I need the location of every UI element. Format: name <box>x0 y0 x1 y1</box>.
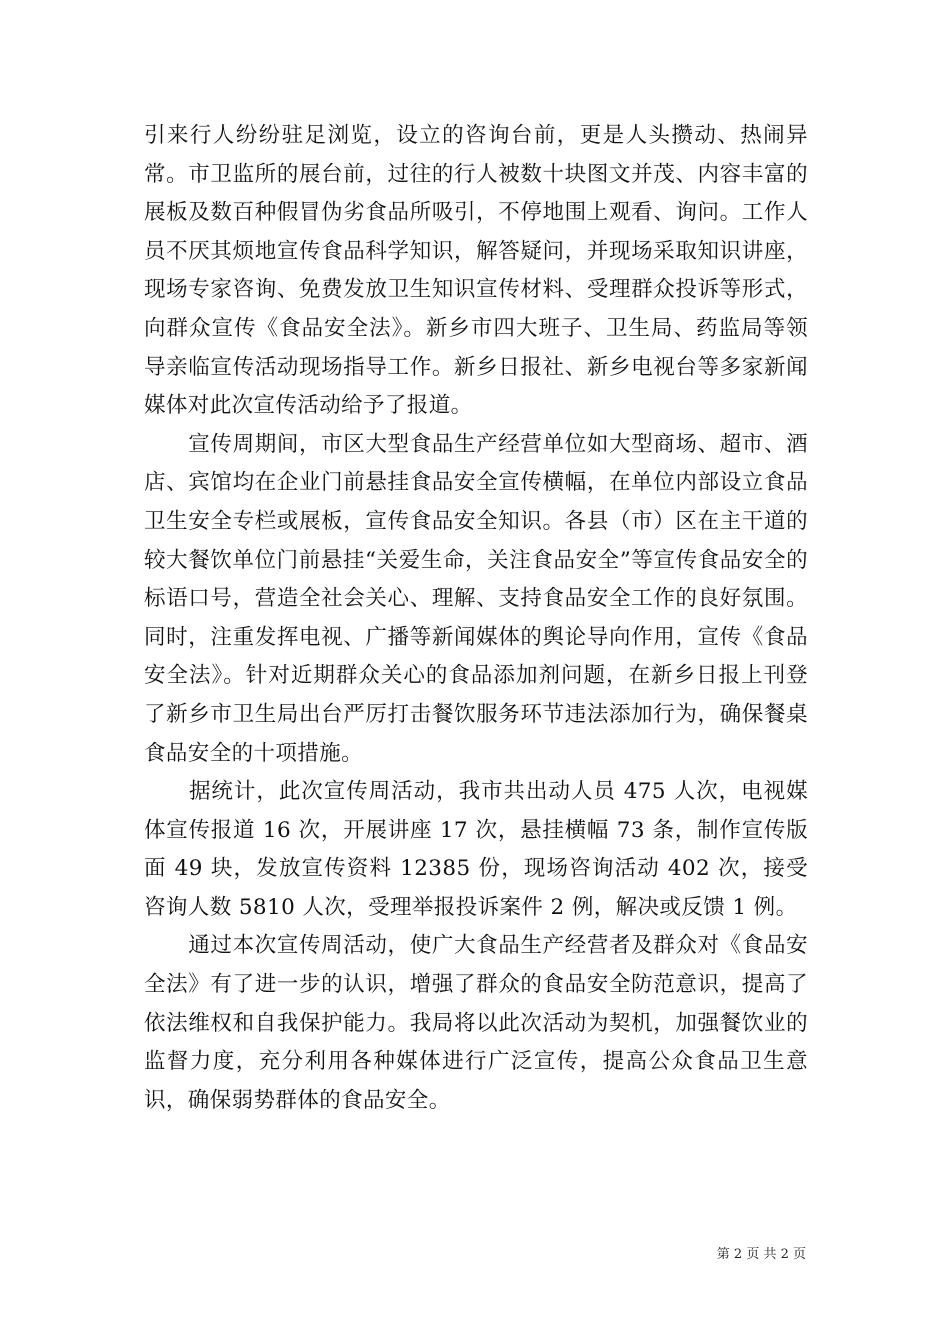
paragraph-2: 宣传周期间，市区大型食品生产经营单位如大型商场、超市、酒店、宾馆均在企业门前悬挂食品安全宣传横幅，在单位内部设立食品卫生安全专栏或展板，宣传食品安全知识。各县（市）区在主干道的较大餐饮单位门前悬挂“关爱生命，关注食品安全”等宣传食品安全的标语口号，营造全社会关心、理解、支持食品安全工作的良好氛围。同时，注重发挥电视、广播等新闻媒体的舆论导向作用，宣传《食品安全法》。针对近期群众关心的食品添加剂问题，在新乡日报上刊登了新乡市卫生局出台严厉打击餐饮服务环节违法添加行为，确保餐桌食品安全的十项措施。 <box>144 431 808 766</box>
page-number-footer: 第 2 页 共 2 页 <box>716 1247 806 1262</box>
paragraph-4: 通过本次宣传周活动，使广大食品生产经营者及群众对《食品安全法》有了进一步的认识，增强了群众的食品安全防范意识，提高了依法维权和自我保护能力。我局将以此次活动为契机，加强餐饮业的监督力度，充分利用各种媒体进行广泛宣传，提高公众食品卫生意识，确保弱势群体的食品安全。 <box>144 933 808 1113</box>
paragraph-3: 据统计，此次宣传周活动，我市共出动人员 475 人次，电视媒体宣传报道 16 次，开展讲座 17 次，悬挂横幅 73 条，制作宣传版面 49 块，发放宣传资料 12385 份，现场咨询活动 402 次，接受咨询人数 5810 人次，受理举报投诉案件 2 例，解决或反馈 1 例。 <box>144 779 808 920</box>
body-text <box>144 117 808 1120</box>
paragraph-1: 引来行人纷纷驻足浏览，设立的咨询台前，更是人头攒动、热闹异常。市卫监所的展台前，过往的行人被数十块图文并茂、内容丰富的展板及数百种假冒伪劣食品所吸引，不停地围上观看、询问。工作人员不厌其烦地宣传食品科学知识，解答疑问，并现场采取知识讲座，现场专家咨询、免费发放卫生知识宣传材料、受理群众投诉等形式，向群众宣传《食品安全法》。新乡市四大班子、卫生局、药监局等领导亲临宣传活动现场指导工作。新乡日报社、新乡电视台等多家新闻媒体对此次宣传活动给予了报道。 <box>144 123 808 419</box>
